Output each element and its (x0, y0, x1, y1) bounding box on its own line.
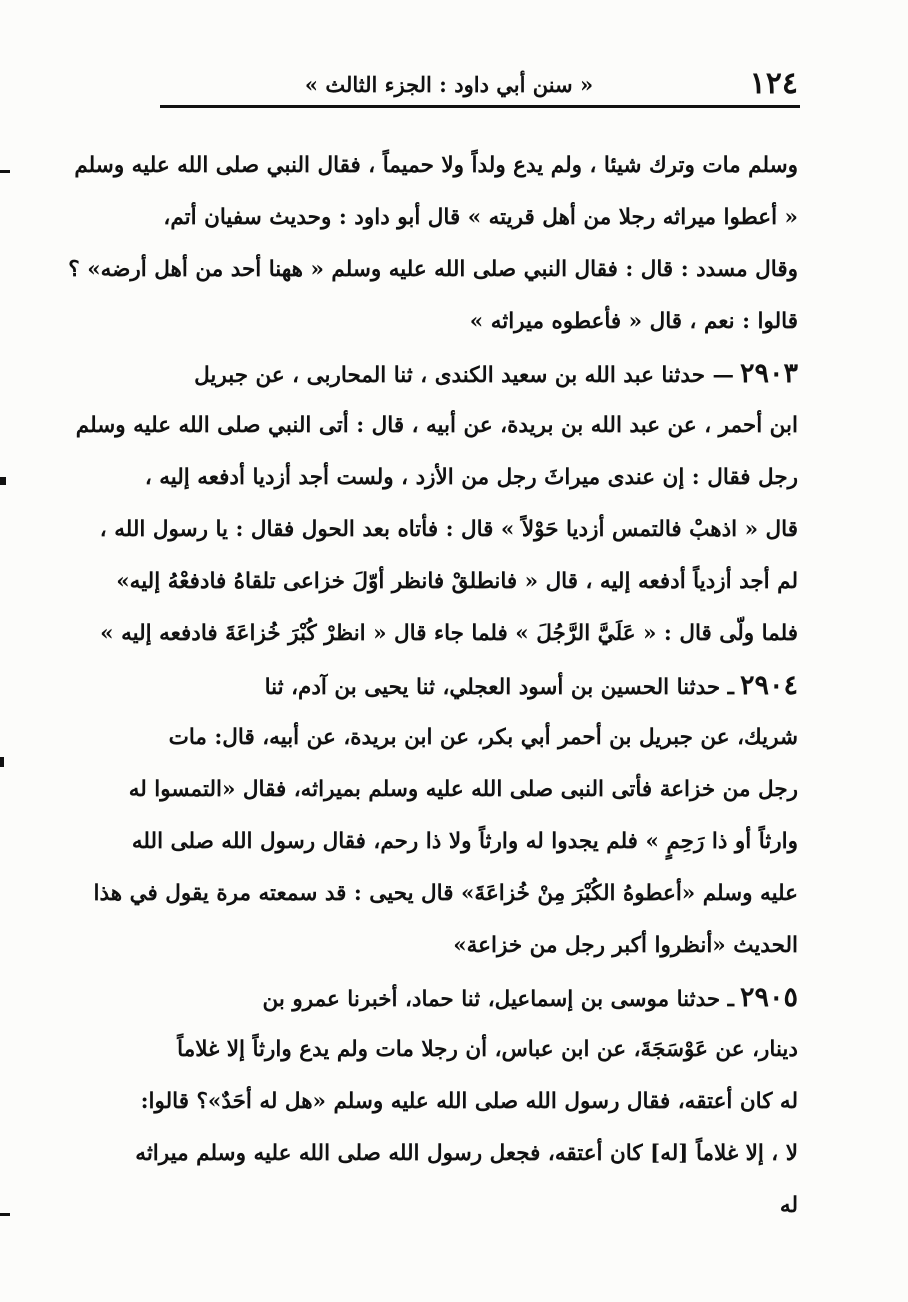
text-line: شريك، عن جبريل بن أحمر أبي بكر، عن ابن بريدة، عن أبيه، قال: مات (168, 725, 798, 750)
text-line: رجل من خزاعة فأتى النبى صلى الله عليه وسلم بميراثه، فقال «التمسوا له (128, 777, 798, 802)
text-line: له (779, 1193, 798, 1218)
text-line: له كان أعتقه، فقال رسول الله صلى الله عليه وسلم «هل له أحَدٌ»؟ قالوا: (140, 1089, 798, 1114)
hadith-2904 (93, 660, 798, 972)
text-line: عليه وسلم «أعطوهُ الكُبْرَ مِنْ خُزاعَةَ» قال يحيى : قد سمعته مرة يقول في هذا (93, 881, 798, 906)
text-line (160, 972, 798, 1024)
text-line (160, 660, 798, 712)
text-line: قال « اذهبْ فالتمس أزديا حَوْلاً » قال : فأتاه بعد الحول فقال : يا رسول الله ، (99, 517, 798, 542)
text-line: رجل فقال : إن عندى ميراثَ رجل من الأزد ، ولست أجد أزديا أدفعه إليه ، (144, 465, 798, 490)
margin-mark (0, 1213, 10, 1216)
hadith-number: ٢٩٠٤ (739, 670, 798, 701)
text-line: « أعطوا ميراثه رجلا من أهل قريته » قال أبو داود : وحديث سفيان أتم، (163, 205, 798, 230)
text-line-content: ـ حدثنا موسى بن إسماعيل، ثنا حماد، أخبرنا عمرو بن (262, 987, 734, 1012)
text-line: ابن أحمر ، عن عبد الله بن بريدة، عن أبيه ، قال : أتى النبي صلى الله عليه وسلم (75, 413, 798, 438)
hadith-2903 (75, 348, 798, 660)
text-line-content: ـ حدثنا الحسين بن أسود العجلي، ثنا يحيى بن آدم، ثنا (264, 675, 734, 700)
paragraph-continuation (68, 140, 798, 348)
text-line: وارثاً أو ذا رَحِمٍ » فلم يجدوا له وارثاً ولا ذا رحم، فقال رسول الله صلى الله (131, 829, 798, 854)
text-line (160, 348, 798, 400)
text-line: قالوا : نعم ، قال « فأعطوه ميراثه » (469, 309, 798, 334)
header-rule (160, 105, 800, 108)
text-line: لم أجد أزدياً أدفعه إليه ، قال « فانطلقْ فانظر أوّلَ خزاعى تلقاهُ فادفعْهُ إليه» (116, 569, 798, 594)
text-line: الحديث «أنظروا أكبر رجل من خزاعة» (453, 933, 798, 958)
page-body (68, 140, 798, 1232)
page-number: ١٢٤ (749, 66, 798, 101)
hadith-number: ٢٩٠٥ (739, 982, 798, 1013)
margin-mark (0, 170, 10, 173)
page-header (160, 66, 798, 104)
text-line: وسلم مات وترك شيئا ، ولم يدع ولداً ولا حميماً ، فقال النبي صلى الله عليه وسلم (74, 153, 798, 178)
text-line: دينار، عن عَوْسَجَةَ، عن ابن عباس، أن رجلا مات ولم يدع وارثاً إلا غلاماً (177, 1037, 798, 1062)
text-line: فلما ولّى قال : « عَلَيَّ الرَّجُلَ » فلما جاء قال « انظرْ كُبْرَ خُزاعَةَ فادفعه إليه » (100, 621, 798, 646)
margin-mark (0, 477, 6, 485)
hadith-2905 (135, 972, 798, 1232)
text-line-content: — حدثنا عبد الله بن سعيد الكندى ، ثنا المحاربى ، عن جبريل (194, 363, 734, 388)
hadith-number: ٢٩٠٣ (739, 358, 798, 389)
margin-mark (0, 757, 4, 767)
text-line: وقال مسدد : قال : فقال النبي صلى الله عليه وسلم « ههنا أحد من أهل أرضه» ؟ (68, 257, 798, 282)
text-line: لا ، إلا غلاماً [له] كان أعتقه، فجعل رسول الله صلى الله عليه وسلم ميراثه (135, 1141, 798, 1166)
running-head: « سنن أبي داود : الجزء الثالث » (304, 72, 594, 97)
